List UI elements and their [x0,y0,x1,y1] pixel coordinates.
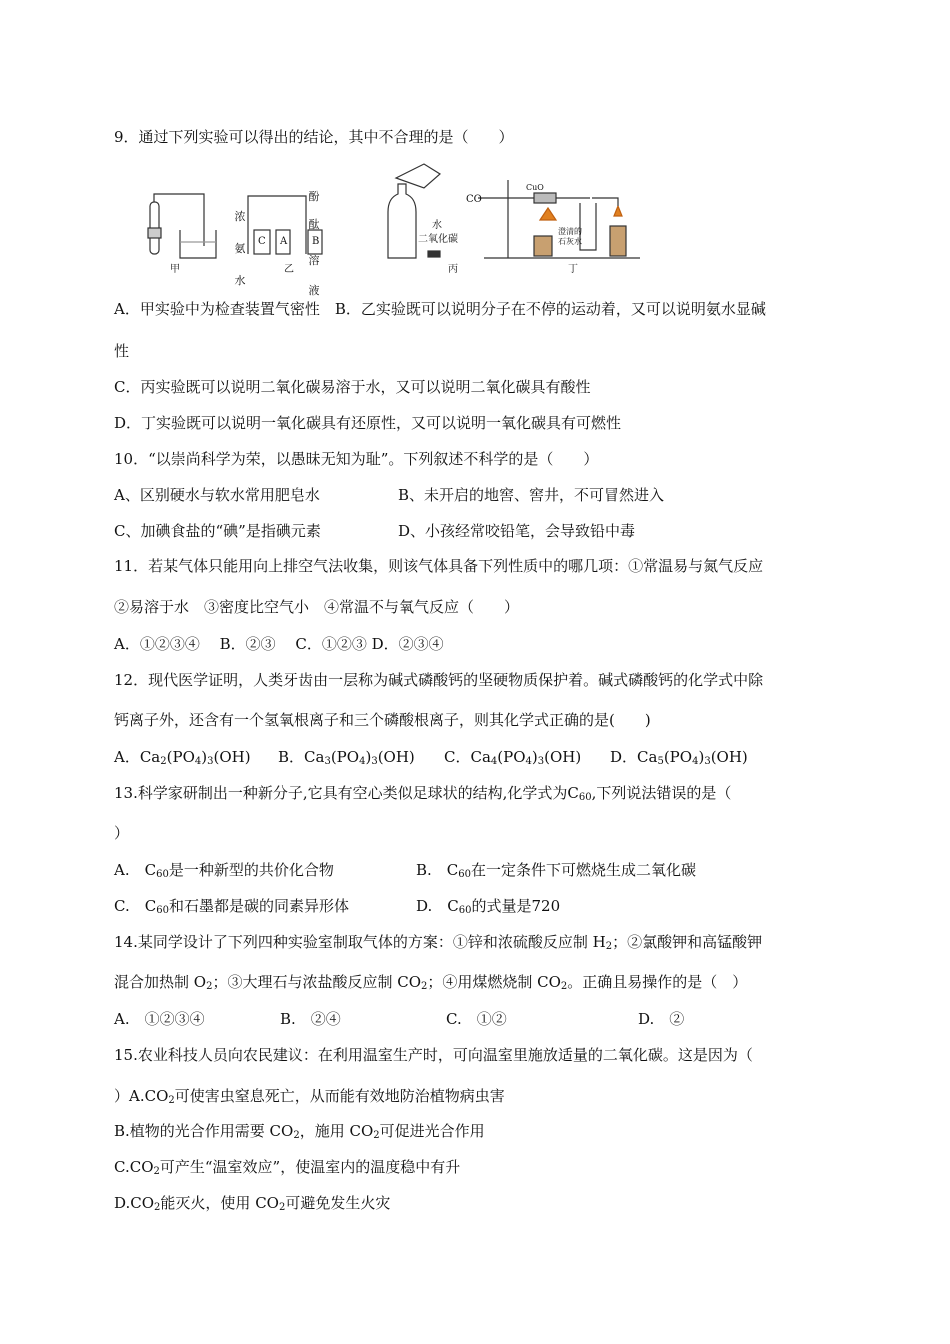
q14-option-c: C. ①② [446,1010,507,1028]
q10-stem: 10．“以崇尚科学为荣，以愚昧无知为耻”。下列叙述不科学的是（ ） [114,450,599,468]
q13-stem-cont: ） [114,824,130,842]
label-shui: 水 [234,274,246,287]
q11-stem: 11．若某气体只能用向上排空气法收集，则该气体具备下列性质中的哪几项：①常温易与氮气反应 [114,557,764,575]
q13-option-c: C. $C_{60}$和石墨都是碳的同素异形体 [114,897,349,916]
q9-option-ab: A．甲实验中为检查装置气密性 B．乙实验既可以说明分子在不停的运动着，又可以说明氨水显碱 [114,300,766,318]
q15-option-a: ）$A.CO_2$可使害虫窒息死亡，从而能有效地防治植物病虫害 [114,1087,505,1106]
q14-option-b: B. ②④ [280,1010,341,1028]
label-co2: 二氧化碳 [418,234,458,245]
q15-option-b: B.植物的光合作用需要 $CO_2$，施用 $CO_2$可促进光合作用 [114,1122,485,1141]
label-bing: 丙 [448,264,458,275]
q10-option-c: C、加碘食盐的“碘”是指碘元素 [114,522,321,540]
label-ding: 丁 [568,264,578,275]
q12-option-c: C．$Ca_4(PO_4)_3(OH)$ [444,748,582,767]
label-water: 水 [432,220,442,231]
q13-stem: 13.科学家研制出一种新分子,它具有空心类似足球状的结构,化学式为$C_{60}$,下列说法错误的是（ [114,784,732,803]
q12-stem-cont: 钙离子外，还含有一个氢氧根离子和三个磷酸根离子，则其化学式正确的是( ) [114,711,651,729]
label-b: B [312,236,320,247]
q14-stem: 14.某同学设计了下列四种实验室制取气体的方案：①锌和浓硫酸反应制 $H_2$；②氯酸钾和高锰酸钾 [114,933,763,952]
label-rong: 溶 [308,254,320,267]
q9-option-c: C．丙实验既可以说明二氧化碳易溶于水，又可以说明二氧化碳具有酸性 [114,378,591,396]
label-an: 氨 [234,242,246,255]
q9-option-d: D．丁实验既可以说明一氧化碳具有还原性，又可以说明一氧化碳具有可燃性 [114,414,622,432]
q9-figures [140,158,660,298]
label-jia: 甲 [170,264,180,275]
q12-option-a: A．$Ca_2(PO_4)_3(OH)$ [114,748,251,767]
q9-option-b-cont: 性 [114,342,130,360]
label-nong: 浓 [234,210,246,223]
q12-option-b: B．$Ca_3(PO_4)_3(OH)$ [278,748,415,767]
experiment-apparatus-drawing [140,158,660,298]
q14-option-a: A. ①②③④ [114,1010,205,1028]
figure-jia-apparatus [148,194,216,258]
q9-stem: 9．通过下列实验可以得出的结论，其中不合理的是（ ） [114,128,514,146]
q12-stem: 12．现代医学证明，人类牙齿由一层称为碱式磷酸钙的坚硬物质保护着。碱式磷酸钙的化学式中除 [114,671,764,689]
q13-option-d: D. $C_{60}$的式量是720 [416,897,561,916]
label-c: C [258,236,266,247]
q10-option-d: D、小孩经常咬铅笔，会导致铅中毒 [398,522,636,540]
label-a: A [280,236,288,247]
q14-option-d: D. ② [638,1010,685,1028]
q14-stem-cont: 混合加热制 $O_2$；③大理石与浓盐酸反应制 $CO_2$；④用煤燃烧制 $CO_2$。正确且易操作的是（ ） [114,973,748,992]
q11-options: A．①②③④ B．②③ C．①②③ D．②③④ [114,635,444,653]
label-cuo: CuO [526,183,544,192]
q11-stem-cont: ②易溶于水 ③密度比空气小 ④常温不与氧气反应（ ） [114,598,520,616]
label-fen: 酚 [308,190,320,203]
q13-option-a: A. $C_{60}$是一种新型的共价化合物 [114,861,334,880]
label-co: CO [466,194,482,205]
q15-option-c: $C.CO_2$可产生“温室效应”，使温室内的温度稳中有升 [114,1158,461,1177]
label-limewater-2: 石灰水 [558,237,582,246]
q10-option-a: A、区别硬水与软水常用肥皂水 [114,486,320,504]
q15-stem: 15.农业科技人员向农民建议：在利用温室生产时，可向温室里施放适量的二氧化碳。这是因为（ [114,1046,753,1064]
label-yi: 乙 [284,264,294,275]
q10-option-b: B、未开启的地窖、窖井，不可冒然进入 [398,486,665,504]
label-ye: 液 [308,284,320,297]
q15-option-d: $D.CO_2$能灭火，使用 $CO_2$可避免发生火灾 [114,1194,391,1213]
label-tai: 酞 [308,218,320,231]
label-limewater-1: 澄清的 [558,227,582,236]
q12-option-d: D．$Ca_5(PO_4)_3(OH)$ [610,748,748,767]
q13-option-b: B. $C_{60}$在一定条件下可燃烧生成二氧化碳 [416,861,697,880]
